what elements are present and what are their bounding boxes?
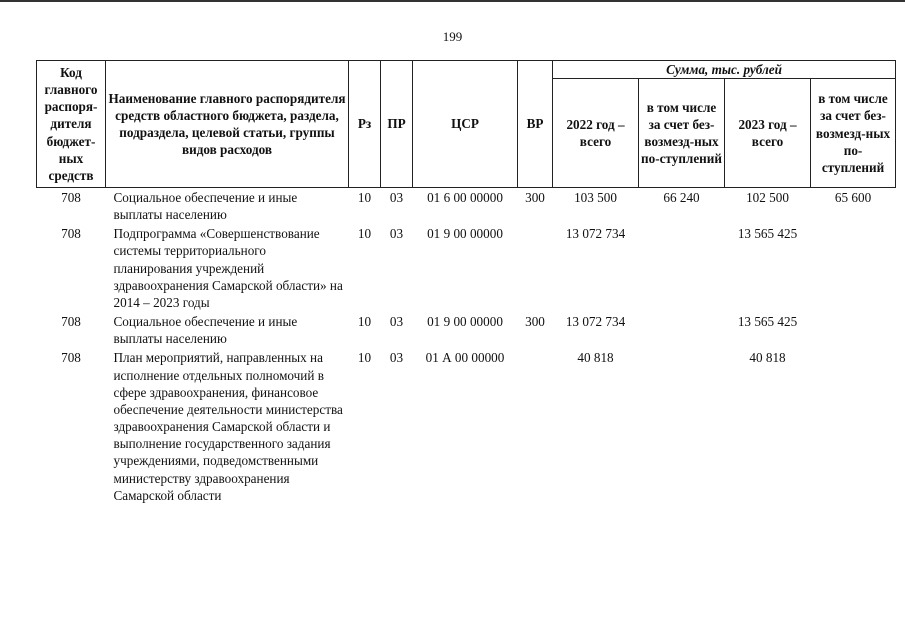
header-vr: ВР [518, 61, 553, 188]
cell-sum-2023-total: 13 565 425 [737, 226, 798, 242]
cell-sum-2022-total: 13 072 734 [565, 226, 626, 242]
cell-pr: 03 [389, 190, 404, 205]
table-body [37, 188, 896, 504]
cell-name: Социальное обеспечение и иные выплаты населению [113, 314, 298, 347]
budget-table [36, 60, 896, 504]
cell-csr: 01 6 00 00000 [427, 190, 503, 205]
table-row [37, 188, 896, 224]
page-number: 199 [442, 29, 463, 44]
cell-csr: 01 9 00 00000 [427, 314, 503, 330]
cell-sum-2023-bv: 65 600 [834, 190, 872, 205]
table-header [37, 61, 896, 188]
cell-code: 708 [61, 226, 81, 242]
cell-code: 708 [61, 350, 81, 366]
cell-name: План мероприятий, направленных на исполнение отдельных полномочий в сфере здравоохранения, финансовое обеспечение деятельности министерства здравоохранения Самарской области и выполнение государственного задания учреждениями, подведомственными министерству здравоохранения Самарской области [113, 350, 343, 503]
header-sum-2022-total: 2022 год – всего [553, 79, 639, 188]
cell-name: Подпрограмма «Совершенствование системы территориального планирования учреждений здравоохранения Самарской области» на 2014 – 2023 годы [113, 226, 343, 310]
header-csr: ЦСР [413, 61, 518, 188]
table-row [37, 347, 896, 503]
cell-code: 708 [61, 314, 81, 330]
cell-sum-2022-total: 103 500 [574, 190, 617, 205]
cell-sum-2022-bv [639, 311, 725, 347]
cell-pr: 03 [389, 314, 404, 330]
cell-sum-2023-total: 13 565 425 [737, 314, 798, 330]
cell-sum-2022-total: 40 818 [577, 350, 614, 366]
cell-sum-2023-bv [811, 347, 896, 503]
cell-sum-2023-bv [811, 223, 896, 311]
cell-sum-2022-bv [639, 347, 725, 503]
cell-csr: 01 А 00 00000 [425, 350, 505, 366]
cell-vr [518, 223, 553, 311]
cell-rz: 10 [357, 226, 372, 242]
header-sum-group: Сумма, тыс. рублей [553, 61, 896, 79]
header-pr: ПР [381, 61, 413, 188]
cell-rz: 10 [357, 190, 372, 205]
cell-code: 708 [61, 190, 81, 205]
cell-sum-2023-bv [811, 311, 896, 347]
cell-rz: 10 [357, 350, 372, 366]
header-name: Наименование главного распорядителя средств областного бюджета, раздела, подраздела, целевой статьи, группы видов расходов [106, 61, 349, 188]
scan-top-edge [0, 0, 905, 2]
header-sum-2022-bv: в том числе за счет без-возмезд-ных по-ступлений [639, 79, 725, 188]
cell-sum-2022-total: 13 072 734 [565, 314, 626, 330]
cell-rz: 10 [357, 314, 372, 330]
cell-vr: 300 [525, 190, 545, 205]
cell-sum-2022-bv: 66 240 [663, 190, 700, 205]
header-rz: Рз [349, 61, 381, 188]
table-row [37, 311, 896, 347]
header-sum-2023-bv: в том числе за счет без-возмезд-ных по-ступлений [811, 79, 896, 188]
cell-vr: 300 [525, 314, 545, 330]
header-sum-2023-total: 2023 год – всего [725, 79, 811, 188]
cell-csr: 01 9 00 00000 [427, 226, 503, 242]
cell-pr: 03 [389, 350, 404, 366]
cell-sum-2023-total: 102 500 [746, 190, 789, 205]
cell-name: Социальное обеспечение и иные выплаты населению [113, 190, 298, 223]
cell-pr: 03 [389, 226, 404, 242]
header-code: Код главного распоря-дителя бюджет-ных средств [37, 61, 106, 188]
cell-vr [518, 347, 553, 503]
cell-sum-2022-bv [639, 223, 725, 311]
table-row [37, 223, 896, 311]
cell-sum-2023-total: 40 818 [749, 350, 786, 366]
